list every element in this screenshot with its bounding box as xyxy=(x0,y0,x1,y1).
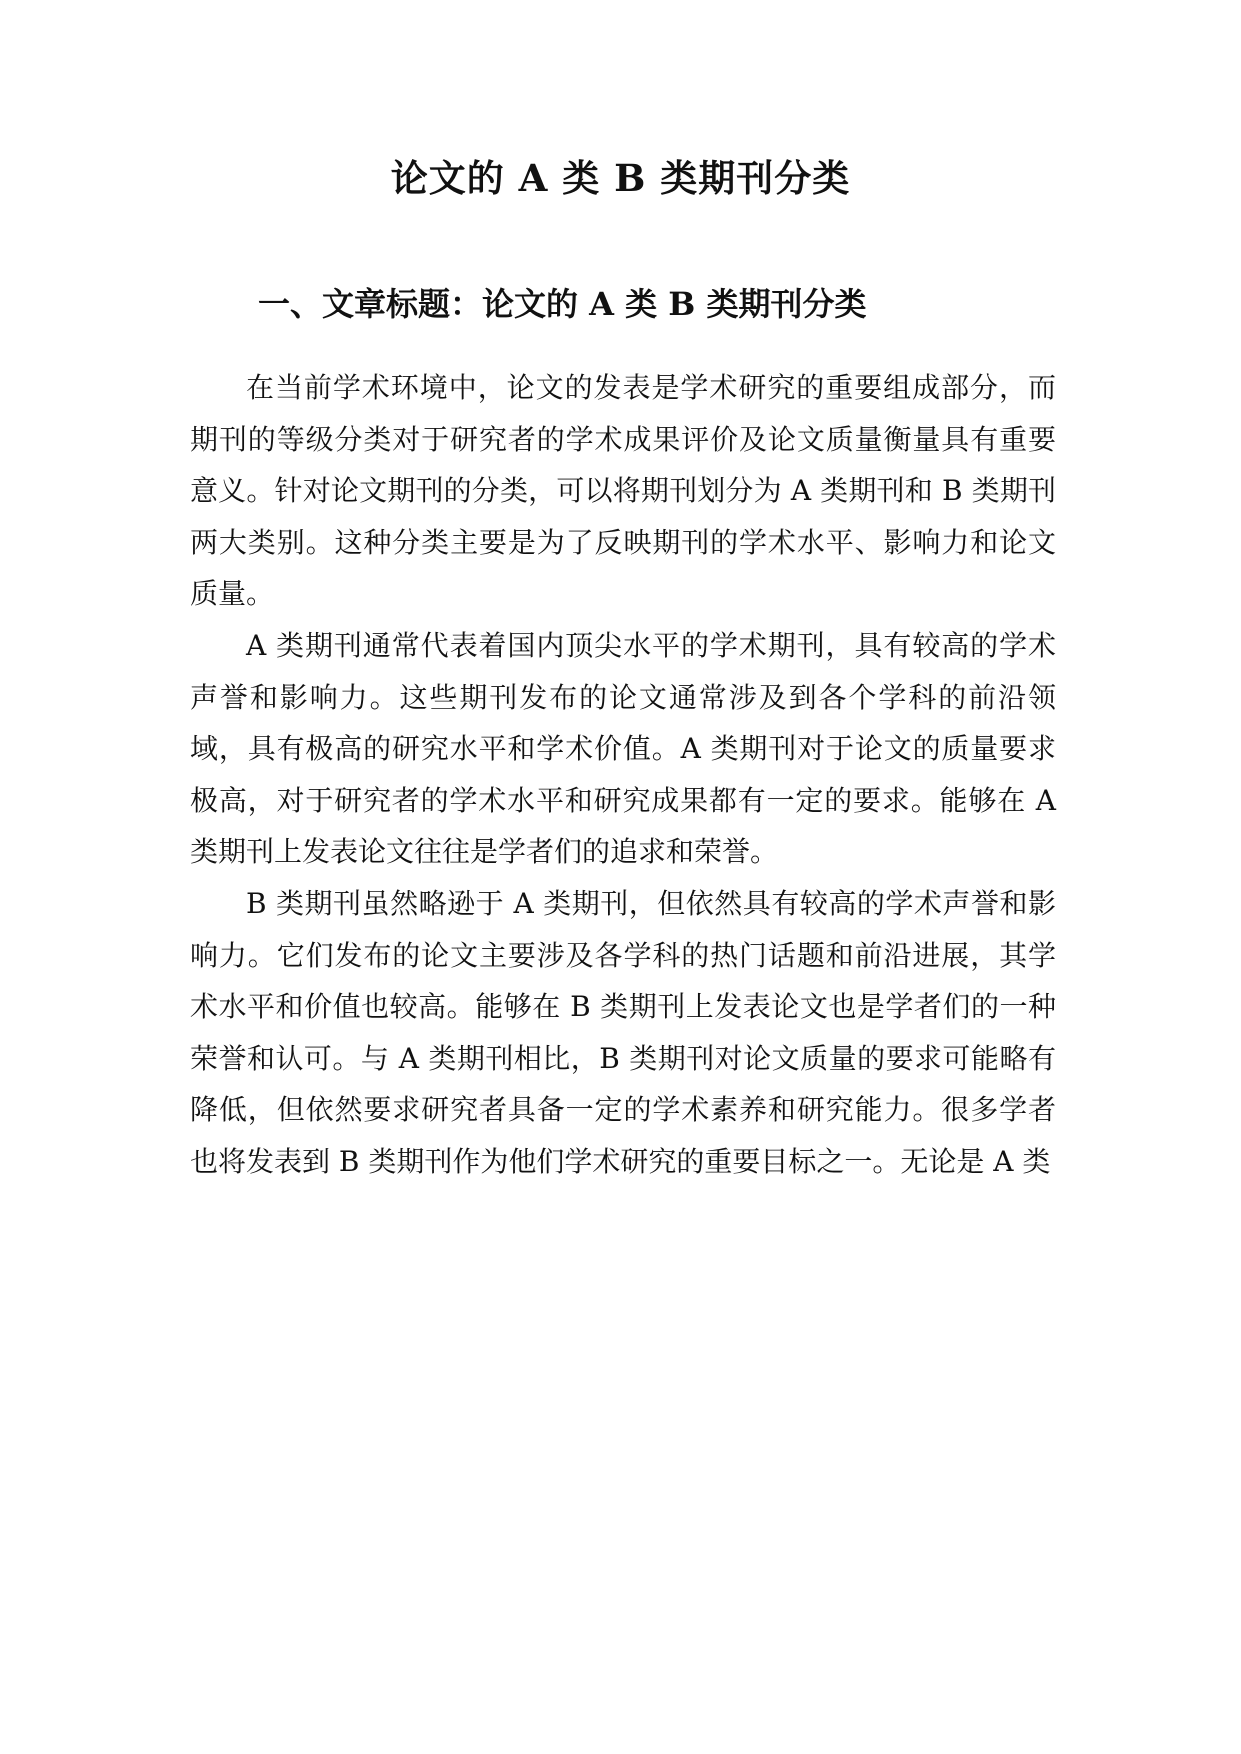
paragraph-a-class: A 类期刊通常代表着国内顶尖水平的学术期刊，具有较高的学术声誉和影响力。这些期刊发布的论文通常涉及到各个学科的前沿领域，具有极高的研究水平和学术价值。A 类期刊对于论文的质量要求极高，对于研究者的学术水平和研究成果都有一定的要求。能够在 A 类期刊上发表论文往往是学者们的追求和荣誉。 xyxy=(190,628,1056,869)
paragraph-intro: 在当前学术环境中，论文的发表是学术研究的重要组成部分，而期刊的等级分类对于研究者的学术成果评价及论文质量衡量具有重要意义。针对论文期刊的分类，可以将期刊划分为 A 类期刊和 B 类期刊两大类别。这种分类主要是为了反映期刊的学术水平、影响力和论文质量。 xyxy=(190,371,1056,611)
document-title: 论文的 A 类 B 类期刊分类 xyxy=(390,156,851,200)
section-heading: 一、文章标题：论文的 A 类 B 类期刊分类 xyxy=(258,285,867,323)
paragraph-b-class: B 类期刊虽然略逊于 A 类期刊，但依然具有较高的学术声誉和影响力。它们发布的论文主要涉及各学科的热门话题和前沿进展，其学术水平和价值也较高。能够在 B 类期刊上发表论文也是学者们的一种荣誉和认可。与 A 类期刊相比，B 类期刊对论文质量的要求可能略有降低，但依然要求研究者具备一定的学术素养和研究能力。很多学者也将发表到 B 类期刊作为他们学术研究的重要目标之一。无论是 A 类 xyxy=(190,886,1056,1178)
document-body xyxy=(190,362,1056,1188)
